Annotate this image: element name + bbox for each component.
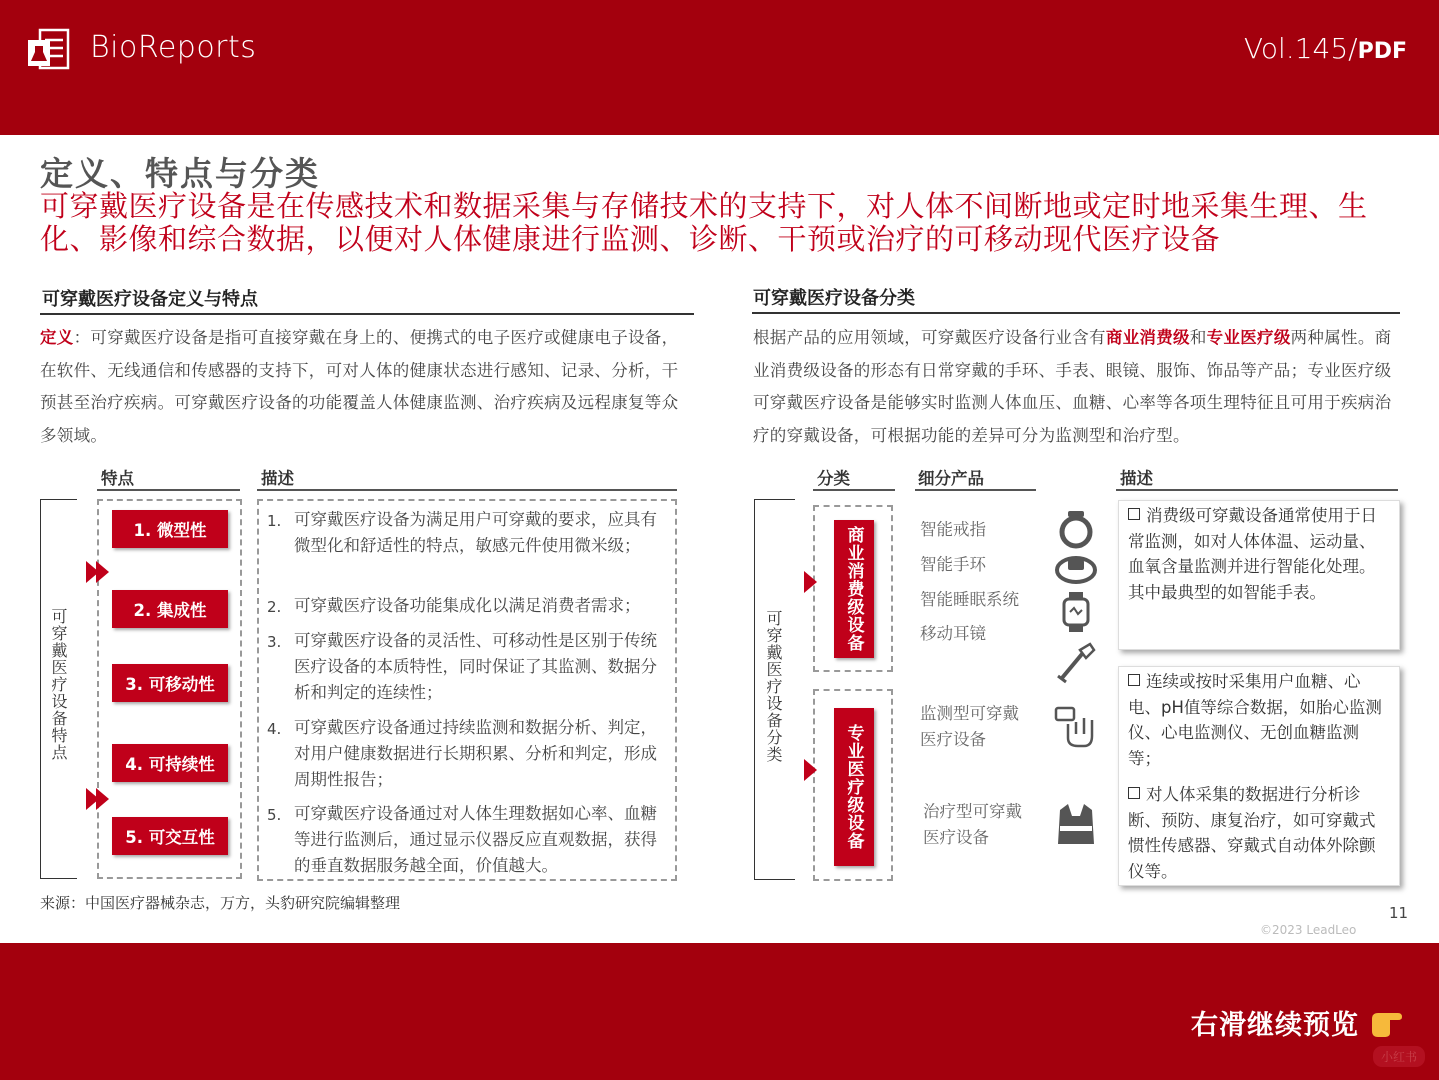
page-number: 11	[1389, 904, 1409, 922]
feature-miniaturization: 1. 微型性	[112, 510, 228, 548]
feature-sustainability: 4. 可持续性	[112, 744, 228, 782]
swipe-hint[interactable]: 右滑继续预览	[1191, 1010, 1359, 1041]
bracelet-icon	[1054, 548, 1098, 592]
product-therapy-device: 治疗型可穿戴医疗设备	[923, 802, 1022, 847]
category-column-header: 分类	[817, 469, 850, 488]
right-description-header-line	[1116, 489, 1398, 491]
source-note: 来源：中国医疗器械杂志，万方，头豹研究院编辑整理	[40, 894, 401, 912]
features-header-line	[97, 489, 240, 491]
desc-item: 可穿戴医疗设备为满足用户可穿戴的要求，应具有微型化和舒适性的特点，敏感元件使用微米级；	[294, 510, 657, 555]
header-band	[0, 0, 1439, 135]
classification-paragraph: 根据产品的应用领域，可穿戴医疗设备行业含有商业消费级和专业医疗级两种属性。商业消费级设备的形态有日常穿戴的手环、手表、眼镜、服饰、饰品等产品；专业医疗级可穿戴医疗设备是能够实时监测人体血压、血糖、心率等各项生理特征且可用于疾病治疗的穿戴设备，可根据功能的差异可分为监测型和治疗型。	[753, 328, 1392, 445]
consumer-category-label: 商业消费级设备	[834, 520, 874, 658]
description-column-header: 描述	[261, 469, 294, 488]
desc-item: 可穿戴医疗设备功能集成化以满足消费者需求；	[294, 596, 641, 615]
desc-item: 可穿戴医疗设备通过持续监测和数据分析、判定，对用户健康数据进行长期积累、分析和判定，形成周期性报告；	[294, 718, 657, 789]
product-column-header: 细分产品	[918, 469, 984, 488]
features-column-header: 特点	[101, 469, 134, 488]
feature-mobility: 3. 可移动性	[112, 664, 228, 702]
desc-number: 1.	[267, 512, 282, 530]
pdf-label: PDF	[1357, 39, 1407, 64]
features-vertical-label: 可穿戴医疗设备特点	[49, 608, 68, 761]
classification-vertical-label: 可穿戴医疗设备分类	[764, 610, 783, 763]
left-section-title: 可穿戴医疗设备定义与特点	[42, 289, 258, 310]
product-otoscope: 移动耳镜	[920, 624, 986, 643]
arrow-right-icon	[96, 561, 109, 583]
page-subtitle: 可穿戴医疗设备是在传感技术和数据采集与存储技术的支持下，对人体不间断地或定时地采集生理、生化、影像和综合数据，以便对人体健康进行监测、诊断、干预或治疗的可移动现代医疗设备	[40, 189, 1368, 256]
ring-icon	[1054, 508, 1098, 552]
checkbox-bullet-icon	[1128, 674, 1140, 686]
smartwatch-icon	[1054, 590, 1098, 634]
desc-number: 2.	[267, 598, 282, 616]
arrow-right-icon	[804, 571, 817, 593]
desc-number: 3.	[267, 633, 282, 651]
otoscope-icon	[1054, 640, 1098, 684]
desc-number: 4.	[267, 720, 282, 738]
vest-icon	[1054, 802, 1098, 846]
category-header-line	[813, 489, 895, 491]
therapy-description: 对人体采集的数据进行分析诊断、预防、康复治疗，如可穿戴式惯性传感器、穿戴式自动体外除颤仪等。	[1128, 785, 1376, 881]
checkbox-bullet-icon	[1128, 787, 1140, 799]
product-smart-ring: 智能戒指	[920, 520, 986, 539]
right-section-title: 可穿戴医疗设备分类	[753, 288, 915, 309]
product-monitoring-device: 监测型可穿戴医疗设备	[920, 704, 1019, 749]
watermark: 小红书	[1373, 1046, 1425, 1067]
consumer-description: 消费级可穿戴设备通常使用于日常监测，如对人体体温、运动量、血氧含量监测并进行智能化处理。其中最典型的如智能手表。	[1128, 506, 1377, 602]
monitor-hand-icon	[1054, 704, 1098, 748]
arrow-right-icon	[96, 788, 109, 810]
description-header-line	[257, 489, 677, 491]
definition-paragraph: 定义：可穿戴医疗设备是指可直接穿戴在身上的、便携式的电子医疗或健康电子设备，在软件、无线通信和传感器的支持下，可对人体的健康状态进行感知、记录、分析，干预甚至治疗疾病。可穿戴医疗设备的功能覆盖人体健康监测、治疗疾病及远程康复等众多领域。	[40, 328, 679, 445]
right-section-divider	[752, 312, 1400, 314]
feature-integration: 2. 集成性	[112, 590, 228, 628]
product-smart-band: 智能手环	[920, 555, 986, 574]
desc-number: 5.	[267, 806, 282, 824]
copyright: ©2023 LeadLeo	[1260, 923, 1357, 937]
left-section-divider	[40, 313, 694, 315]
medical-category-label: 专业医疗级设备	[834, 708, 874, 866]
bioreports-logo-icon	[26, 26, 74, 74]
volume-label: Vol.145/PDF	[1243, 32, 1407, 65]
checkbox-bullet-icon	[1128, 508, 1140, 520]
brand-name: BioReports	[90, 30, 257, 65]
desc-item: 可穿戴医疗设备的灵活性、可移动性是区别于传统医疗设备的本质特性，同时保证了其监测、数据分析和判定的连续性；	[294, 631, 657, 702]
product-sleep-system: 智能睡眠系统	[920, 590, 1019, 609]
product-header-line	[915, 489, 1036, 491]
page-title: 定义、特点与分类	[40, 154, 320, 193]
desc-item: 可穿戴医疗设备通过对人体生理数据如心率、血糖等进行监测后，通过显示仪器反应直观数据，获得的垂直数据服务越全面，价值越大。	[294, 804, 657, 875]
feature-interactivity: 5. 可交互性	[112, 817, 228, 855]
right-description-column-header: 描述	[1120, 469, 1153, 488]
monitor-description: 连续或按时采集用户血糖、心电、pH值等综合数据，如胎心监测仪、心电监测仪、无创血糖监测等；	[1128, 672, 1382, 768]
pointing-hand-icon	[1368, 1003, 1404, 1039]
arrow-right-icon	[804, 759, 817, 781]
